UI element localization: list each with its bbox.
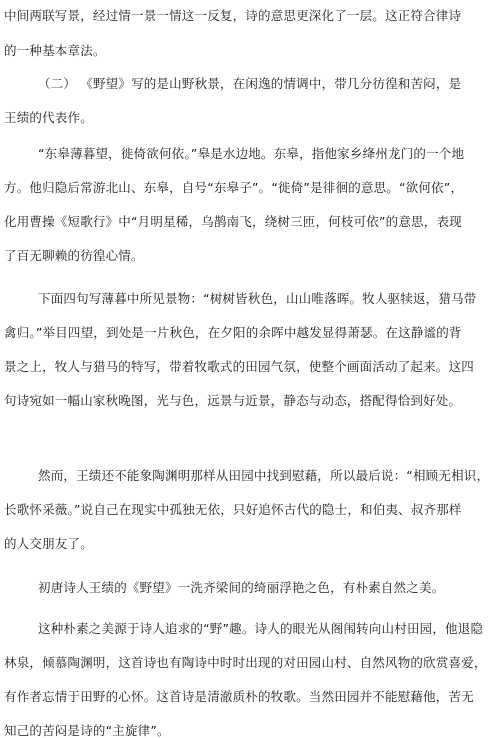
text-line: 禽归。”举目四望，到处是一片秋色，在夕阳的余晖中越发显得萧瑟。在这静谧的背 [4,325,462,340]
text-line: 长歌怀采薇。”说自己在现实中孤独无依，只好追怀古代的隐士，和伯夷、叔齐那样 [4,502,462,517]
text-line: 这种朴素之美源于诗人追求的“野”趣。诗人的眼光从阁闱转向山村田园，他退隐 [38,621,484,636]
text-line: 景之上，牧人与猎马的特写，带着牧歌式的田园气氛，使整个画面活动了起来。这四 [4,359,474,374]
text-line: 句诗宛如一幅山家秋晚图，光与色，远景与近景，静态与动态，搭配得恰到好处。 [4,393,462,408]
text-line: 林泉，倾慕陶渊明，这首诗也有陶诗中时时出现的对田园山村、自然风物的欣赏喜爱， [4,655,487,670]
text-line: 有作者忘情于田野的心怀。这首诗是清澈质朴的牧歌。当然田园并不能慰藉他，苦无 [4,689,474,704]
text-line: 中间两联写景，经过情一景一情这一反复，诗的意思更深化了一层。这正符合律诗 [4,8,462,23]
section-heading-line: （二） 《野望》写的是山野秋景，在闲逸的情调中，带几分彷徨和苦闷，是 [38,76,462,91]
text-line: 王绩的代表作。 [4,110,93,125]
text-line: 下面四句写薄暮中所见景物：“树树皆秋色，山山唯落晖。牧人驱犊返，猎马带 [38,291,477,306]
text-line: 初唐诗人王绩的《野望》一洗齐梁间的绮丽浮艳之色，有朴素自然之美。 [38,580,445,595]
text-line: 化用曹操《短歌行》中“月明星稀，乌鹊南飞，绕树三匝，何枝可依”的意思，表现 [4,214,462,229]
text-line: 的一种基本章法。 [4,43,106,58]
text-line: 然而，王绩还不能象陶渊明那样从田园中找到慰藉，所以最后说：“相顾无相识， [38,468,490,483]
text-line: “东皋薄暮望，徙倚欲何依。”皋是水边地。东皋，指他家乡绛州龙门的一个地 [38,146,465,161]
text-line: 方。他归隐后常游北山、东皋，自号“东皋子”。“徙倚”是徘徊的意思。“欲何依”， [4,180,464,195]
text-line: 的人交朋友了。 [4,536,93,551]
text-line: 知己的苦闷是诗的“主旋律”。 [4,723,170,738]
text-line: 了百无聊赖的彷徨心情。 [4,248,144,263]
